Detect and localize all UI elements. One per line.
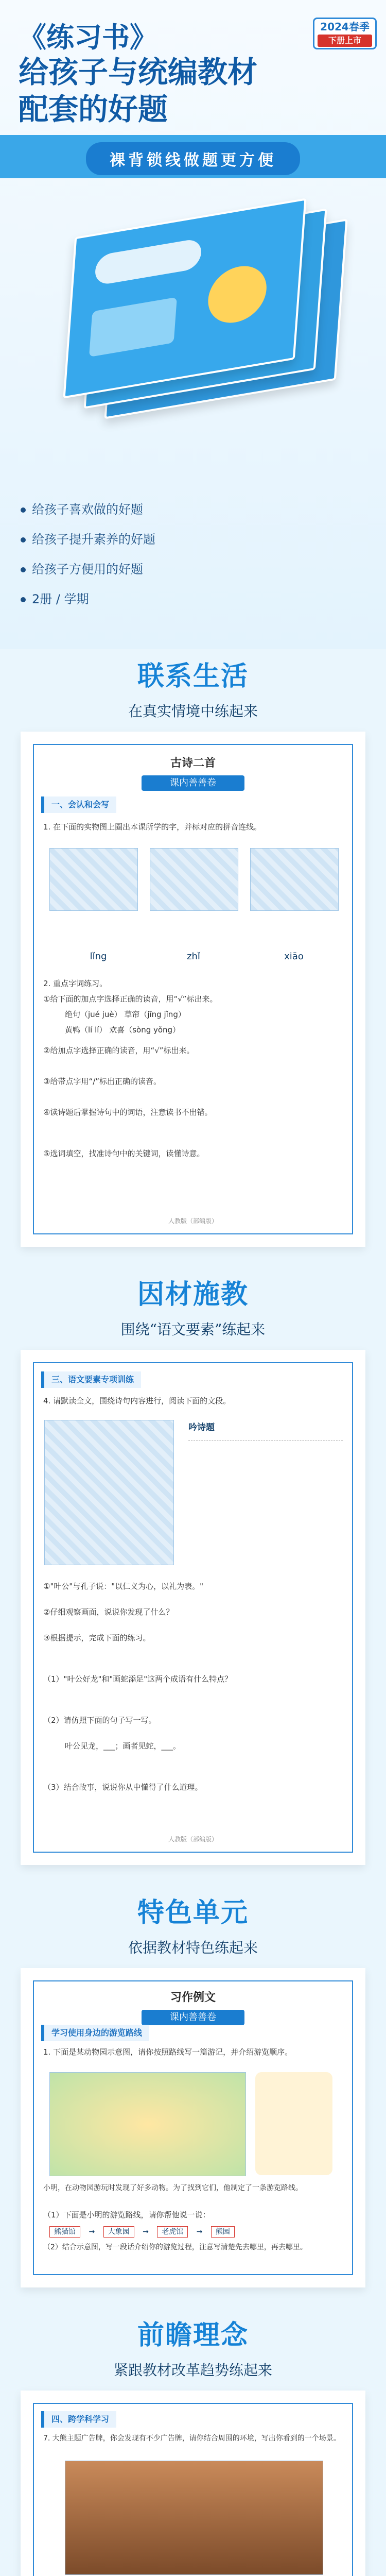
- headline-line-2: 配套的好题: [19, 92, 168, 127]
- question-line: （2）请仿照下面的句子写一写。: [43, 1716, 156, 1725]
- question-line: 叶公见龙，___；画者见蛇，___。: [65, 1741, 181, 1751]
- question-text: 1. 在下面的实物图上圈出本课所学的字，并标对应的拼音连线。: [43, 822, 262, 832]
- feature-item: 给孩子喜欢做的好题: [21, 495, 329, 524]
- question-line: ①"叶公"与孔子说："以仁义为心，以礼为表。": [43, 1582, 204, 1591]
- feature-item: 给孩子提升素养的好题: [21, 524, 329, 554]
- question-line: 黄鸭（lí lí） 欢喜（sòng yǒng）: [65, 1025, 181, 1035]
- sample-page-3: [21, 1968, 365, 2287]
- page-footer: 人教版（部编版）: [168, 1217, 218, 1225]
- section-subtitle: 围绕“语文要素”练起来: [120, 1321, 266, 1338]
- photo-building: [250, 848, 339, 911]
- page-footer: 人教版（部编版）: [168, 1836, 218, 1843]
- section-life: [0, 654, 386, 721]
- feature-list: [21, 495, 329, 614]
- question-text: 7. 大熊主题广告牌，你会发现有不少广告牌，请你结合周围的环境，写出你看到的一个场景。: [43, 2434, 341, 2443]
- badge-status: 下册上市: [318, 35, 372, 47]
- sample-page-1: [21, 732, 365, 1247]
- cover-illustration-2: [89, 297, 177, 357]
- route-stop: 大象园: [103, 2226, 134, 2238]
- section-title: 因材施教: [137, 1279, 249, 1310]
- hero-headline: [19, 54, 307, 128]
- sample-page-4: [21, 2391, 365, 2576]
- zoo-map: [49, 2072, 246, 2176]
- section-frontier: [0, 2313, 386, 2380]
- question-line: 小明，在动物园游玩时发现了好多动物。为了找到它们，他制定了一条游览路线。: [43, 2184, 303, 2192]
- route-stop: 熊猫馆: [49, 2226, 80, 2238]
- section-title: 联系生活: [137, 661, 249, 692]
- route-stop: 老虎馆: [157, 2226, 188, 2238]
- question-text: 2. 重点字词练习。: [43, 979, 108, 988]
- cover-illustration: [206, 262, 269, 327]
- badge-year: 2024春季: [320, 21, 370, 33]
- poem-title: 吟诗题: [188, 1422, 215, 1433]
- question-line: ②仔细观察画面，说说你发现了什么？: [43, 1607, 174, 1617]
- question-line: ④读诗题后掌握诗句中的词语，注意读书不出错。: [43, 1108, 213, 1117]
- photo-object: [150, 848, 238, 911]
- story-illustration: [44, 1420, 174, 1565]
- question-line: ③给带点字用“/”标出正确的读音。: [43, 1077, 162, 1086]
- route-stop: 熊园: [211, 2226, 235, 2238]
- banner-text: 裸背锁线做题更方便: [86, 142, 300, 175]
- exercise-tag: 四、跨学科学习: [41, 2411, 116, 2428]
- question-line: ②给加点字选择正确的读音，用“√”标出来。: [43, 1046, 195, 1055]
- hero-banner: [0, 135, 386, 178]
- lesson-ribbon: 课内善善卷: [142, 775, 244, 791]
- release-badge: [313, 18, 377, 49]
- pinyin-1: lǐng: [90, 951, 107, 962]
- feature-item: 给孩子方便用的好题: [21, 554, 329, 584]
- feature-item: 2册 / 学期: [21, 584, 329, 614]
- question-line: （2）结合示意图，写一段话介绍你的游览过程，注意写清楚先去哪里，再去哪里。: [43, 2243, 307, 2251]
- hero: [0, 0, 386, 649]
- section-special: [0, 1891, 386, 1957]
- exercise-tag: 学习使用身边的游览路线: [41, 2025, 149, 2041]
- section-subtitle: 紧跟教材改革趋势练起来: [113, 2362, 272, 2379]
- section-title: 特色单元: [137, 1897, 249, 1928]
- headline-line-1: 给孩子与统编教材: [19, 55, 258, 90]
- photo-sign: [49, 848, 138, 911]
- kid-illustration: [255, 2072, 332, 2175]
- question-line: 绝句（jué juè） 草帘（jīng jǐng）: [65, 1010, 186, 1019]
- question-line: ①给下面的加点字选择正确的读音，用“√”标出来。: [43, 994, 218, 1004]
- section-subtitle: 依据教材特色练起来: [128, 1939, 258, 1956]
- pinyin-2: zhǐ: [187, 951, 200, 962]
- question-line: （1）下面是小明的游览路线，请你帮他说一说：: [43, 2210, 210, 2219]
- question-line: （1）"叶公好龙"和"画蛇添足"这两个成语有什么特点？: [43, 1674, 233, 1684]
- question-text: 1. 下面是某动物园示意图，请你按照路线写一篇游记，并介绍游览顺序。: [43, 2047, 293, 2057]
- route-row: 熊猫馆 → 大象园 → 老虎馆 → 熊园: [49, 2226, 337, 2236]
- exercise-tag: 一、会认和会写: [41, 796, 116, 813]
- street-photo: [65, 2461, 323, 2575]
- book-stack-image: [36, 196, 355, 438]
- section-title: 前瞻理念: [137, 2320, 249, 2351]
- pinyin-3: xiāo: [284, 951, 304, 962]
- lesson-title: 习作例文: [170, 1991, 216, 2004]
- question-line: （3）结合故事，说说你从中懂得了什么道理。: [43, 1783, 203, 1792]
- question-line: ③根据提示，完成下面的练习。: [43, 1633, 151, 1642]
- section-subtitle: 在真实情境中练起来: [128, 703, 258, 720]
- cover-logo: [94, 238, 202, 286]
- sample-page-2: [21, 1350, 365, 1865]
- lesson-ribbon: 课内善善卷: [142, 2010, 244, 2025]
- section-individual: [0, 1273, 386, 1339]
- lesson-title: 古诗二首: [170, 757, 216, 770]
- question-text: 4. 请默读全文，围绕诗句内容进行，阅读下面的文段。: [43, 1396, 231, 1405]
- exercise-tag: 三、语文要素专项训练: [41, 1371, 141, 1388]
- hero-title: 《练习书》: [19, 21, 157, 54]
- question-line: ⑤选词填空，找准诗句中的关键词，读懂诗意。: [43, 1149, 205, 1158]
